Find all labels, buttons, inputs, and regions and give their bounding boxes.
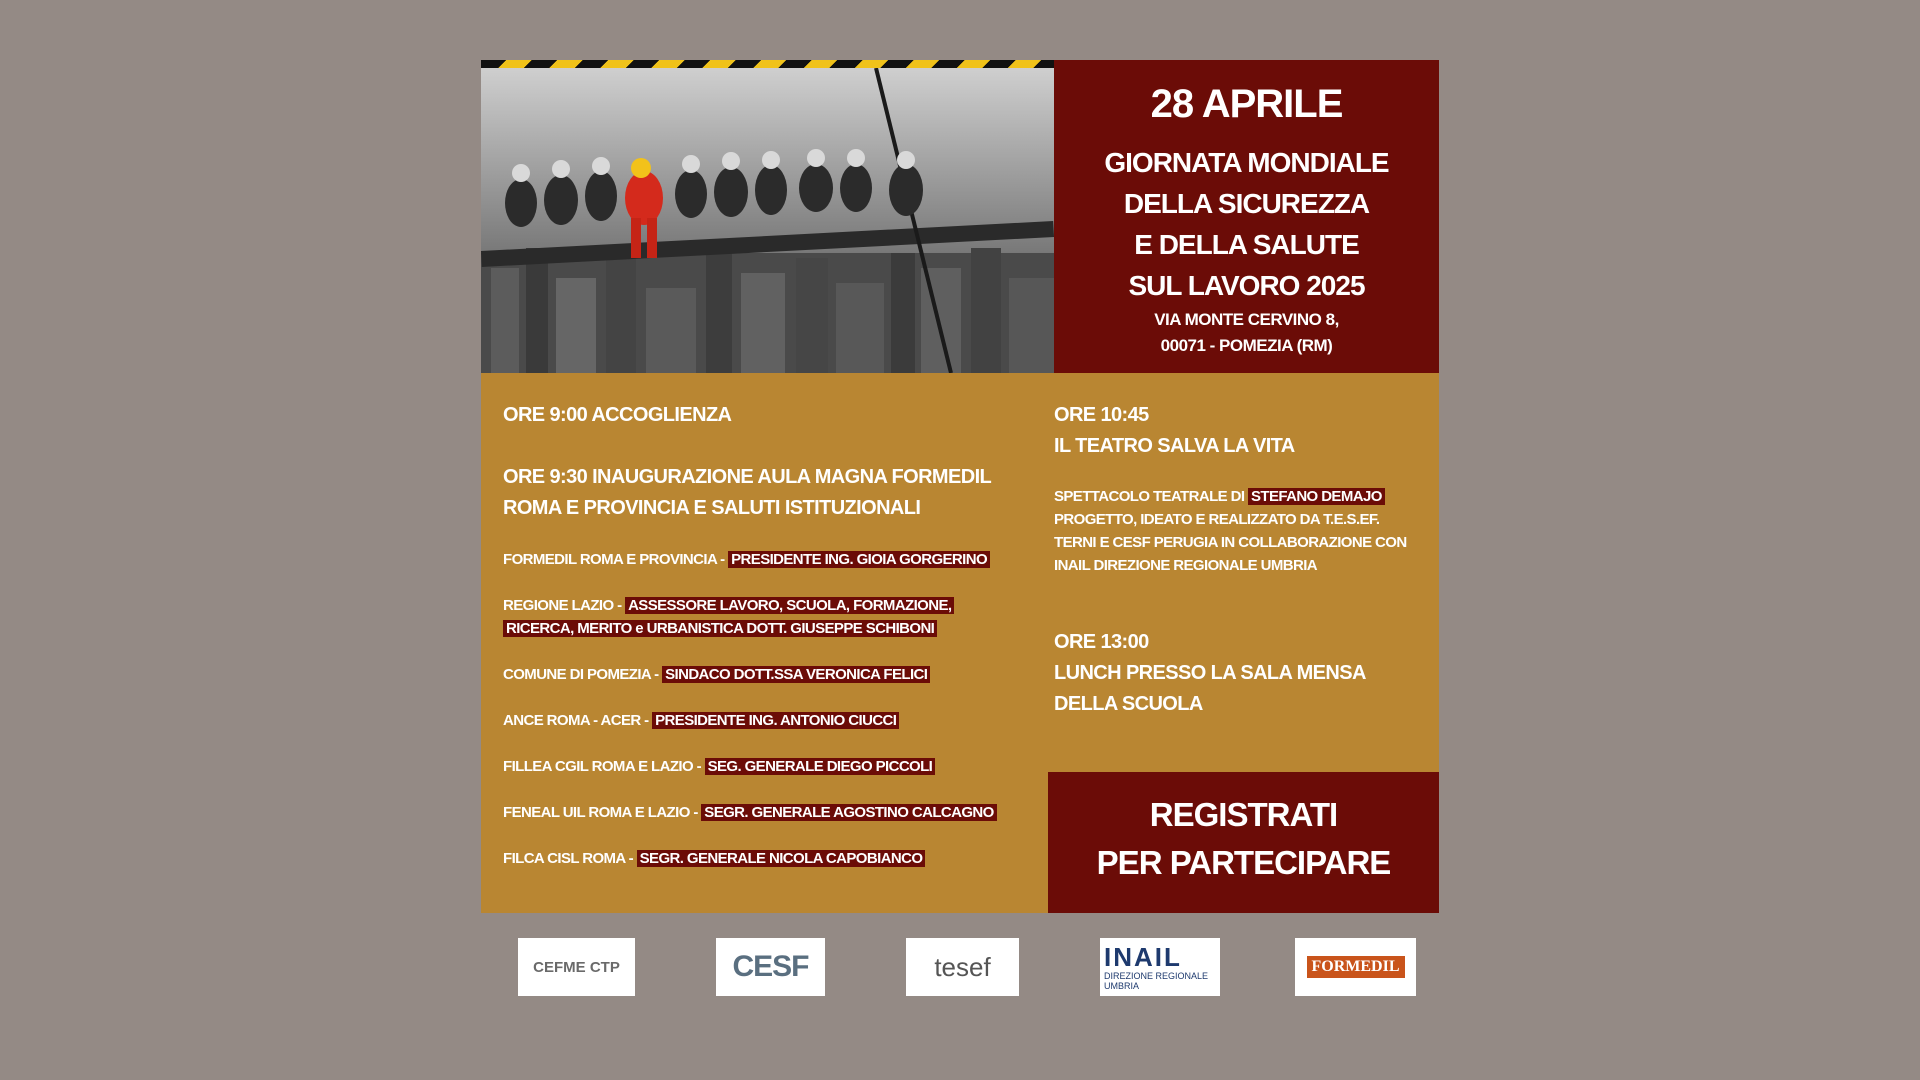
speaker-role: SEGR. GENERALE AGOSTINO CALCAGNO <box>701 804 996 821</box>
speaker-org: FILLEA CGIL ROMA E LAZIO - <box>503 758 705 775</box>
speaker-row <box>503 755 1043 778</box>
inauguration-line: ORE 9:30 INAUGURAZIONE AULA MAGNA FORMEDIL <box>503 466 992 488</box>
headline-line: DELLA SICUREZZA <box>1123 188 1370 219</box>
speaker-org: ANCE ROMA - ACER - <box>503 712 653 729</box>
speaker-row <box>503 548 1043 571</box>
welcome-time: ORE 9:00 ACCOGLIENZA <box>503 404 732 426</box>
logo-inail: INAIL DIREZIONE REGIONALE UMBRIA <box>1100 938 1220 996</box>
event-address <box>1054 307 1439 359</box>
event-poster <box>481 60 1439 913</box>
speaker-row <box>503 847 1043 870</box>
theatre-author: STEFANO DEMAJO <box>1248 488 1385 505</box>
theatre-description <box>1054 485 1419 577</box>
event-headline <box>1054 142 1439 306</box>
speaker-row <box>503 801 1043 824</box>
headline-line: GIORNATA MONDIALE <box>1104 147 1389 178</box>
speaker-role: SINDACO DOTT.SSA VERONICA FELICI <box>662 666 930 683</box>
theatre-time: ORE 10:45 <box>1054 404 1149 426</box>
headline-line: SUL LAVORO 2025 <box>1128 270 1365 301</box>
lunch-time: ORE 13:00 <box>1054 631 1149 653</box>
logo-cesf: CESF <box>716 938 825 996</box>
speaker-row <box>503 709 1043 732</box>
register-line: REGISTRATI <box>1149 796 1338 833</box>
lunch-line: LUNCH PRESSO LA SALA MENSA <box>1054 662 1366 684</box>
inauguration-text <box>503 462 991 524</box>
speaker-row <box>503 663 1043 686</box>
speaker-org: FILCA CISL ROMA - <box>503 850 637 867</box>
speaker-org: FORMEDIL ROMA E PROVINCIA - <box>503 551 729 568</box>
address-line: VIA MONTE CERVINO 8, <box>1154 310 1339 329</box>
workers-on-beam-photo <box>481 68 1054 373</box>
headline-line: E DELLA SALUTE <box>1134 229 1359 260</box>
hazard-stripe <box>481 60 1054 68</box>
theatre-prefix: SPETTACOLO TEATRALE DI <box>1054 488 1248 505</box>
register-line: PER PARTECIPARE <box>1096 844 1391 881</box>
register-button[interactable] <box>1048 772 1439 913</box>
event-title-box <box>1054 60 1439 373</box>
event-date: 28 APRILE <box>1150 82 1343 126</box>
speaker-org: FENEAL UIL ROMA E LAZIO - <box>503 804 702 821</box>
logo-cefme-ctp: CEFME CTP <box>518 938 635 996</box>
skyline-illustration <box>481 68 1054 373</box>
theatre-title: IL TEATRO SALVA LA VITA <box>1054 435 1295 457</box>
lunch-line: DELLA SCUOLA <box>1054 693 1203 715</box>
speaker-row <box>503 594 1003 640</box>
inauguration-line: ROMA E PROVINCIA E SALUTI ISTITUZIONALI <box>503 497 921 519</box>
address-line: 00071 - POMEZIA (RM) <box>1160 336 1333 355</box>
logo-tesef: tesef <box>906 938 1019 996</box>
logo-formedil: FORMEDIL <box>1295 938 1416 996</box>
lunch-text <box>1054 658 1366 720</box>
speaker-role: PRESIDENTE ING. GIOIA GORGERINO <box>728 551 990 568</box>
speaker-role: ASSESSORE LAVORO, SCUOLA, FORMAZIONE, RICERCA, MERITO e URBANISTICA DOTT. GIUSEPPE SCHIBONI <box>503 597 954 637</box>
speaker-role: PRESIDENTE ING. ANTONIO CIUCCI <box>652 712 899 729</box>
speaker-org: REGIONE LAZIO - <box>503 597 626 614</box>
speaker-org: COMUNE DI POMEZIA - <box>503 666 663 683</box>
speaker-role: SEGR. GENERALE NICOLA CAPOBIANCO <box>637 850 926 867</box>
speaker-role: SEG. GENERALE DIEGO PICCOLI <box>705 758 936 775</box>
theatre-details: PROGETTO, IDEATO E REALIZZATO DA T.E.S.EF. TERNI E CESF PERUGIA IN COLLABORAZIONE CON INAIL DIREZIONE REGIONALE UMBRIA <box>1054 511 1407 574</box>
